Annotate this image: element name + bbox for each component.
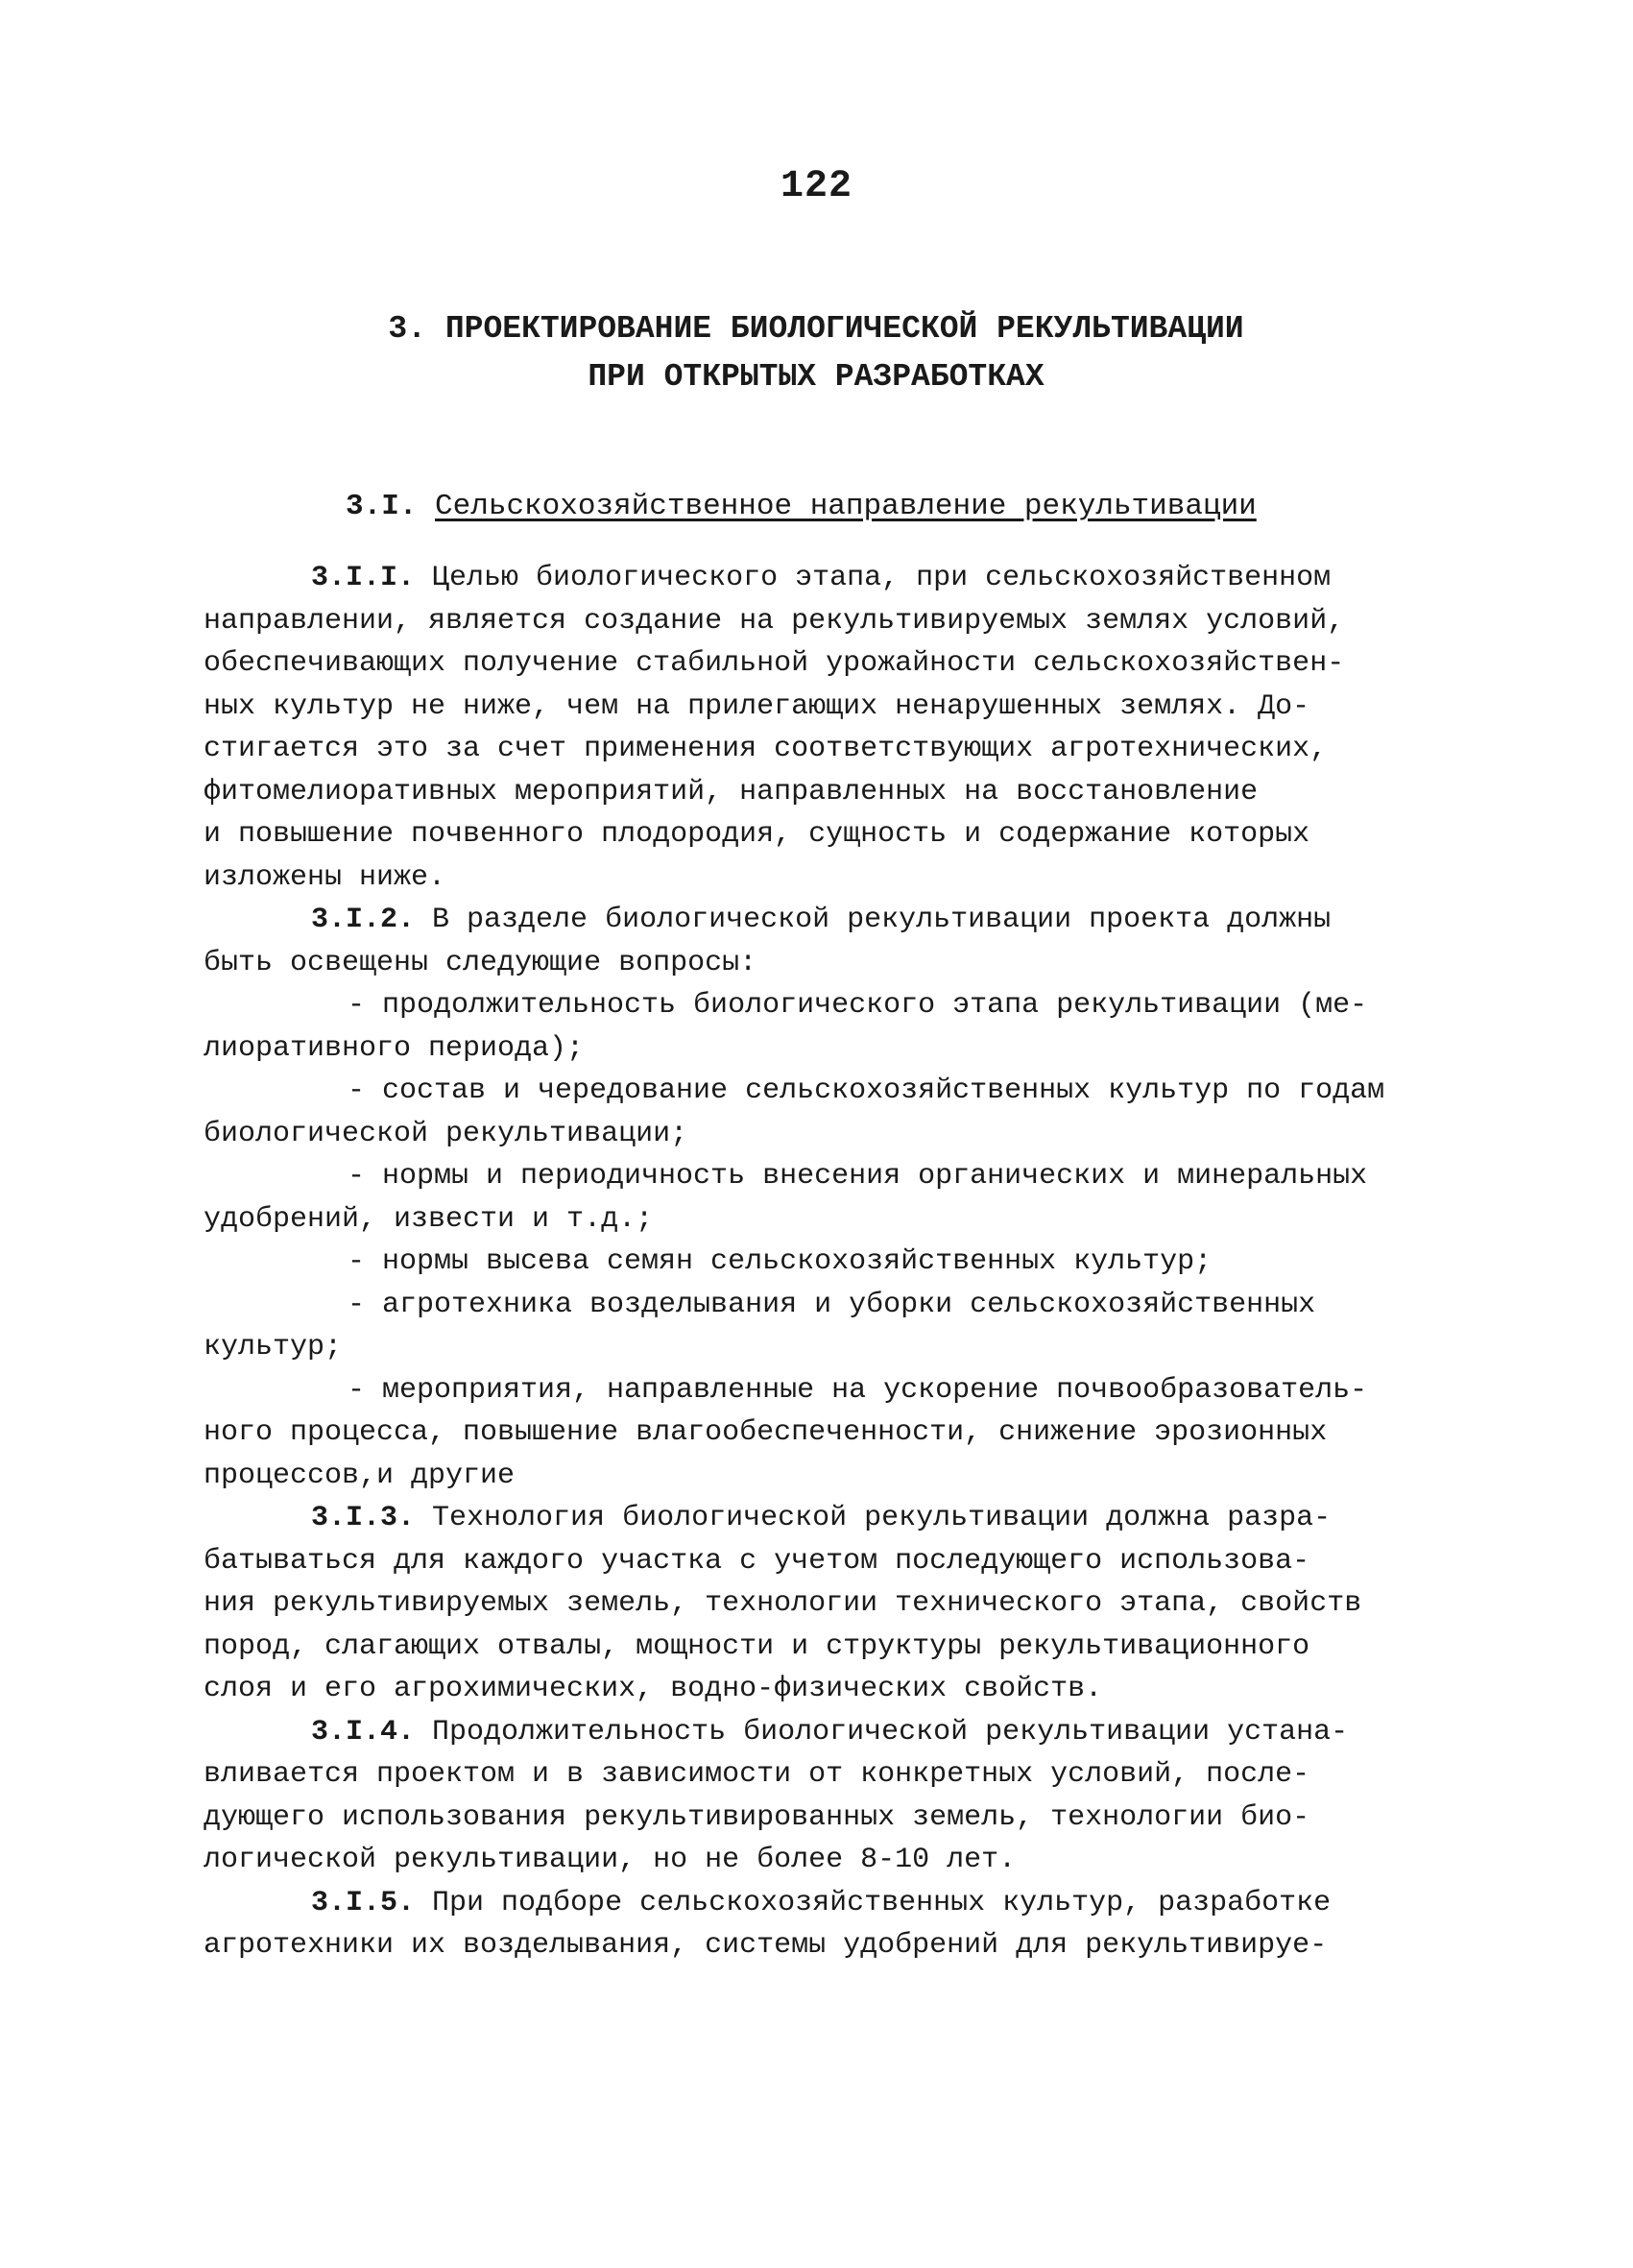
- line-text: - нормы и периодичность внесения органических и минеральных: [348, 1160, 1368, 1193]
- chapter-title: [192, 305, 1440, 401]
- text-line: [204, 1582, 1442, 1626]
- clause-number: 3.I.3.: [311, 1502, 416, 1534]
- line-text: и повышение почвенного плодородия, сущность и содержание которых: [204, 818, 1310, 851]
- line-text: ного процесса, повышение влагообеспеченности, снижение эрозионных: [204, 1416, 1328, 1449]
- text-line: [204, 1241, 1442, 1284]
- line-text: удобрений, извести и т.д.;: [204, 1202, 654, 1236]
- text-line: [204, 771, 1442, 814]
- line-text: лиоративного периода);: [204, 1031, 585, 1065]
- text-line: [204, 1326, 1442, 1369]
- text-line: [204, 1369, 1442, 1412]
- line-text: Технология биологической рекультивации должна разра-: [415, 1502, 1332, 1534]
- line-text: биологической рекультивации;: [204, 1117, 688, 1150]
- line-text: стигается это за счет применения соответствующих агротехнических,: [204, 733, 1328, 765]
- text-line: [204, 857, 1442, 900]
- text-line: [204, 1626, 1442, 1669]
- text-line: [204, 1797, 1442, 1840]
- text-line: [204, 942, 1442, 985]
- text-line: [204, 1540, 1442, 1583]
- text-line: [204, 1924, 1442, 1967]
- line-text: В разделе биологической рекультивации проекта должны: [415, 904, 1332, 936]
- line-text: Продолжительность биологической рекультивации устана-: [415, 1715, 1349, 1749]
- text-line: [204, 557, 1442, 600]
- line-text: При подборе сельскохозяйственных культур, разработке: [415, 1886, 1332, 1919]
- section-number: 3.I.: [346, 490, 418, 523]
- line-text: быть освещены следующие вопросы:: [204, 946, 757, 979]
- line-text: батываться для каждого участка с учетом последующего использова-: [204, 1544, 1310, 1578]
- line-text: - состав и чередование сельскохозяйственных культур по годам: [348, 1074, 1385, 1107]
- line-text: слоя и его агрохимических, водно-физических свойств.: [204, 1673, 1103, 1705]
- text-line: [204, 728, 1442, 771]
- text-line: [204, 1027, 1442, 1071]
- text-line: [204, 813, 1442, 857]
- text-line: [204, 1284, 1442, 1327]
- text-line: [204, 642, 1442, 686]
- text-line: [204, 600, 1442, 643]
- clause-number: 3.I.2.: [311, 904, 416, 936]
- line-text: обеспечивающих получение стабильной урожайности сельскохозяйствен-: [204, 647, 1345, 680]
- text-line: [204, 1198, 1442, 1242]
- clause-number: 3.I.5.: [311, 1886, 416, 1919]
- text-line: [204, 1668, 1442, 1711]
- line-text: Целью биологического этапа, при сельскохозяйственном: [415, 562, 1332, 594]
- line-text: изложены ниже.: [204, 860, 446, 894]
- text-line: [204, 1839, 1442, 1882]
- line-text: логической рекультивации, но не более 8-10 лет.: [204, 1844, 1017, 1876]
- line-text: культур;: [204, 1331, 343, 1363]
- text-line: [204, 899, 1442, 942]
- body-text: [204, 557, 1442, 1967]
- line-text: ния рекультивируемых земель, технологии технического этапа, свойств: [204, 1587, 1362, 1620]
- page-number: 122: [780, 165, 853, 208]
- line-text: - нормы высева семян сельскохозяйственных культур;: [348, 1245, 1213, 1278]
- text-line: [204, 686, 1442, 729]
- text-line: [204, 1455, 1442, 1498]
- text-line: [204, 1497, 1442, 1540]
- line-text: агротехники их возделывания, системы удобрений для рекультивируе-: [204, 1929, 1328, 1962]
- text-line: [204, 1070, 1442, 1113]
- clause-number: 3.I.I.: [311, 562, 416, 594]
- text-line: [204, 1155, 1442, 1198]
- section-title: Сельскохозяйственное направление рекультивации: [435, 490, 1257, 523]
- line-text: - мероприятия, направленные на ускорение почвообразователь-: [348, 1373, 1368, 1407]
- line-text: ных культур не ниже, чем на прилегающих ненарушенных землях. До-: [204, 689, 1310, 723]
- line-text: вливается проектом и в зависимости от конкретных условий, после-: [204, 1758, 1310, 1791]
- line-text: направлении, является создание на рекультивируемых землях условий,: [204, 604, 1345, 638]
- line-text: - агротехника возделывания и уборки сельскохозяйственных: [348, 1288, 1316, 1321]
- line-text: дующего использования рекультивированных земель, технологии био-: [204, 1800, 1310, 1834]
- line-text: фитомелиоративных мероприятий, направленных на восстановление: [204, 775, 1259, 808]
- text-line: [204, 1753, 1442, 1797]
- text-line: [204, 1711, 1442, 1754]
- chapter-title-line-2: ПРИ ОТКРЫТЫХ РАЗРАБОТКАХ: [588, 359, 1045, 395]
- chapter-title-line-1: 3. ПРОЕКТИРОВАНИЕ БИОЛОГИЧЕСКОЙ РЕКУЛЬТИВАЦИИ: [388, 311, 1244, 347]
- line-text: - продолжительность биологического этапа рекультивации (ме-: [348, 989, 1368, 1022]
- text-line: [204, 984, 1442, 1027]
- text-line: [204, 1882, 1442, 1925]
- section-heading: [346, 490, 1257, 523]
- text-line: [204, 1113, 1442, 1156]
- text-line: [204, 1411, 1442, 1455]
- line-text: процессов,и другие: [204, 1459, 516, 1492]
- line-text: пород, слагающих отвалы, мощности и структуры рекультивационного: [204, 1629, 1310, 1663]
- clause-number: 3.I.4.: [311, 1715, 416, 1749]
